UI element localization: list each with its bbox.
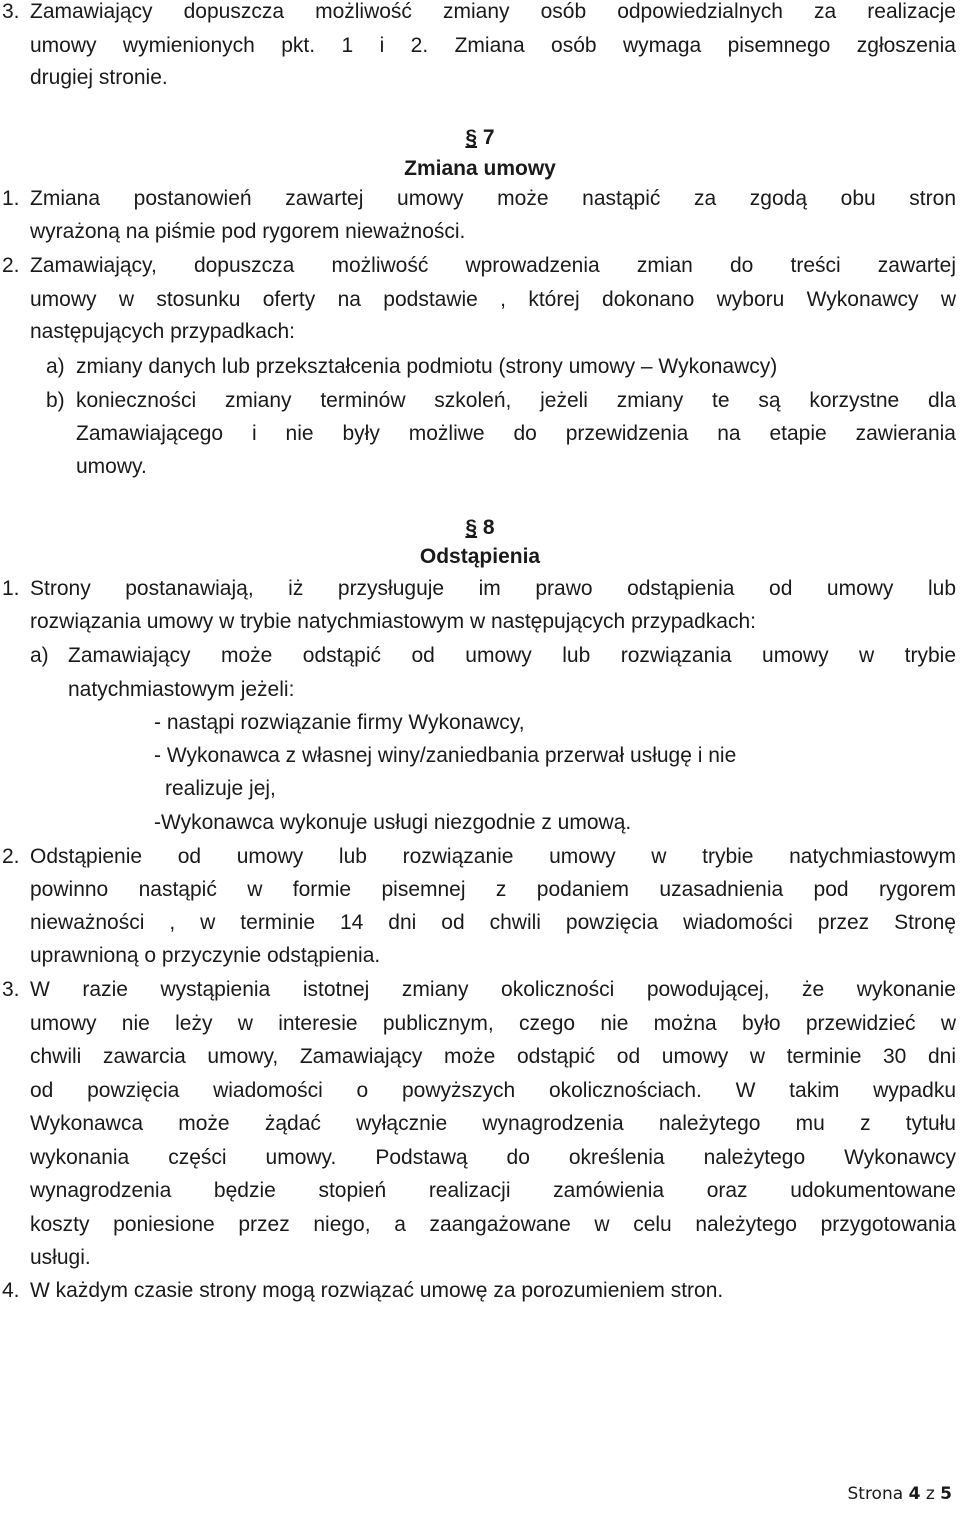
text-line: drugiej stronie. <box>30 66 168 89</box>
list-item-text: konieczności zmiany terminów szkoleń, jeżeli zmiany te są korzystne dla <box>76 389 956 412</box>
text-line: chwili zawarcia umowy, Zamawiający może odstąpić od umowy w terminie 30 dni <box>30 1045 956 1068</box>
text-line: umowy wymienionych pkt. 1 i 2. Zmiana osób wymaga pisemnego zgłoszenia <box>30 34 956 57</box>
text-line: Odstąpienie od umowy lub rozwiązanie umowy w trybie natychmiastowym <box>30 845 956 868</box>
text-line: powinno nastąpić w formie pisemnej z podaniem uzasadnienia pod rygorem <box>30 878 956 901</box>
text-line: następujących przypadkach: <box>30 320 295 343</box>
list-label: a) <box>30 644 49 667</box>
page-number: 4 <box>908 1484 921 1504</box>
section-number-value: 8 <box>482 516 495 539</box>
text-line: W razie wystąpienia istotnej zmiany okoliczności powodującej, że wykonanie <box>30 978 956 1001</box>
paragraph-number: 2. <box>2 254 20 277</box>
paragraph-number: 3. <box>2 978 20 1001</box>
text-line: wyrażoną na piśmie pod rygorem nieważności. <box>30 220 466 243</box>
section-title: Odstąpienia <box>419 545 541 568</box>
page-of: z <box>925 1484 935 1504</box>
section-title: Zmiana umowy <box>404 157 556 180</box>
paragraph-number: 1. <box>2 577 20 600</box>
section-number <box>0 516 960 540</box>
text-line: umowy nie leży w interesie publicznym, czego nie można było przewidzieć w <box>30 1012 956 1035</box>
paragraph-number: 3. <box>2 0 20 23</box>
paragraph-number: 2. <box>2 845 20 868</box>
list-item-text: zmiany danych lub przekształcenia podmiotu (strony umowy – Wykonawcy) <box>76 355 778 378</box>
text-line: nieważności , w terminie 14 dni od chwili powzięcia wiadomości przez Stronę <box>30 911 956 934</box>
section-number-value: 7 <box>482 126 495 149</box>
text-line: rozwiązania umowy w trybie natychmiastowym w następujących przypadkach: <box>30 610 756 633</box>
list-item-text: Zamawiającego i nie były możliwe do przewidzenia na etapie zawierania <box>76 422 956 445</box>
text-line: Wykonawca może żądać wyłącznie wynagrodzenia należytego mu z tytułu <box>30 1112 956 1135</box>
text-line: umowy w stosunku oferty na podstawie , której dokonano wyboru Wykonawcy w <box>30 288 956 311</box>
paragraph-number: 1. <box>2 187 20 210</box>
text-line: Strony postanawiają, iż przysługuje im prawo odstąpienia od umowy lub <box>30 577 956 600</box>
text-line: uprawnioną o przyczynie odstąpienia. <box>30 944 381 967</box>
section-symbol: § <box>465 126 478 149</box>
paragraph-number: 4. <box>2 1279 20 1302</box>
dash-item: -Wykonawca wykonuje usługi niezgodnie z umową. <box>154 811 632 834</box>
dash-item: realizuje jej, <box>165 777 276 800</box>
list-item-text: umowy. <box>76 455 147 478</box>
dash-item: - Wykonawca z własnej winy/zaniedbania przerwał usługę i nie <box>154 744 737 767</box>
text-line: Zamawiający, dopuszcza możliwość wprowadzenia zmian do treści zawartej <box>30 254 956 277</box>
text-line: W każdym czasie strony mogą rozwiązać umowę za porozumieniem stron. <box>30 1279 724 1302</box>
list-item-text: natychmiastowym jeżeli: <box>68 678 295 701</box>
text-line: Zmiana postanowień zawartej umowy może nastąpić za zgodą obu stron <box>30 187 956 210</box>
text-line: Zamawiający dopuszcza możliwość zmiany osób odpowiedzialnych za realizacje <box>30 0 956 23</box>
text-line: koszty poniesione przez niego, a zaangażowane w celu należytego przygotowania <box>30 1213 956 1236</box>
text-line: usługi. <box>30 1246 91 1269</box>
text-line: od powzięcia wiadomości o powyższych okolicznościach. W takim wypadku <box>30 1079 956 1102</box>
page-footer <box>847 1484 952 1504</box>
text-line: wynagrodzenia będzie stopień realizacji zamówienia oraz udokumentowane <box>30 1179 956 1202</box>
section-symbol: § <box>465 516 478 539</box>
dash-item: - nastąpi rozwiązanie firmy Wykonawcy, <box>154 711 525 734</box>
page-label: Strona <box>847 1484 904 1504</box>
list-label: b) <box>46 389 65 412</box>
text-line: wykonania części umowy. Podstawą do określenia należytego Wykonawcy <box>30 1146 956 1169</box>
page-total: 5 <box>940 1484 952 1504</box>
list-label: a) <box>46 355 65 378</box>
list-item-text: Zamawiający może odstąpić od umowy lub rozwiązania umowy w trybie <box>68 644 956 667</box>
section-number <box>0 126 960 150</box>
